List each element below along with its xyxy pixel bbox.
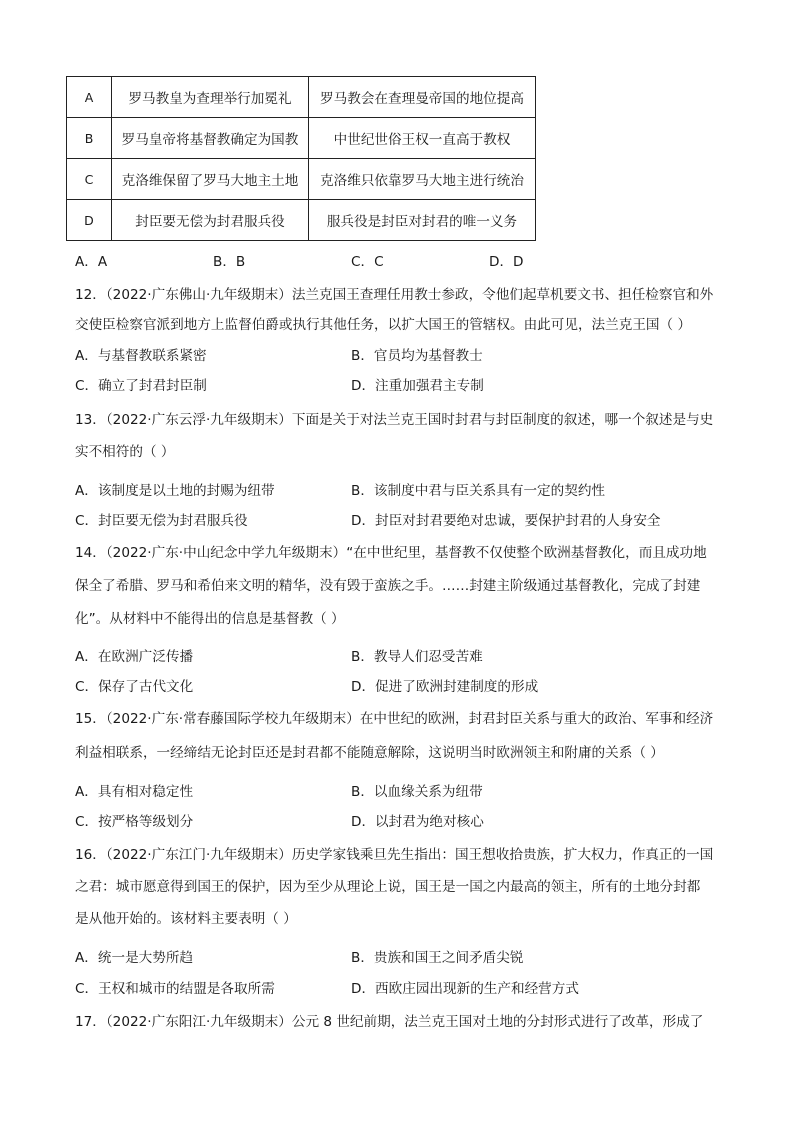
option-d[interactable]: D．封臣对封君要绝对忠诚，要保护封君的人身安全: [351, 513, 661, 529]
question-17-line-1: 17．（2022·广东阳江·九年级期末）公元 8 世纪前期，法兰克王国对土地的分封形式进行了改革，形成了: [75, 1014, 704, 1030]
q12-options-row-2: [75, 376, 725, 396]
option-c[interactable]: C．按严格等级划分: [75, 814, 194, 830]
option-b[interactable]: B．教导人们忍受苦难: [351, 649, 483, 665]
q14-options-row-1: [75, 647, 725, 667]
question-14-line-1: 14．（2022·广东·中山纪念中学九年级期末）“在中世纪里，基督教不仅使整个欧洲基督教化，而且成功地: [75, 545, 707, 561]
table-cell: 克洛维保留了罗马大地主土地: [112, 159, 309, 200]
question-16-line-2: 之君：城市愿意得到国王的保护，因为至少从理论上说，国王是一国之内最高的领主，所有的土地分封都: [75, 879, 701, 895]
option-b[interactable]: B．官员均为基督教士: [351, 348, 483, 364]
row-label: D: [67, 200, 112, 241]
q13-options-row-1: [75, 481, 725, 501]
answer-table: [66, 76, 536, 241]
row-label: B: [67, 118, 112, 159]
question-15-line-1: 15．（2022·广东·常春藤国际学校九年级期末）在中世纪的欧洲，封君封臣关系与重大的政治、军事和经济: [75, 711, 714, 727]
option-c[interactable]: C．封臣要无偿为封君服兵役: [75, 513, 248, 529]
option-a[interactable]: A．在欧洲广泛传播: [75, 649, 194, 665]
q12-options-row-1: [75, 346, 725, 366]
option-c[interactable]: C．王权和城市的结盟是各取所需: [75, 981, 275, 997]
q16-options-row-1: [75, 948, 725, 968]
question-13-line-1: 13．（2022·广东云浮·九年级期末）下面是关于对法兰克王国时封君与封臣制度的叙述，哪一个叙述是与史: [75, 412, 714, 428]
table-cell: 罗马皇帝将基督教确定为国教: [112, 118, 309, 159]
table-row: [67, 200, 536, 241]
row-label: C: [67, 159, 112, 200]
q15-options-row-1: [75, 782, 725, 802]
option-a[interactable]: A．具有相对稳定性: [75, 784, 194, 800]
option-d[interactable]: D．促进了欧洲封建制度的形成: [351, 679, 539, 695]
table-cell: 服兵役是封臣对封君的唯一义务: [309, 200, 536, 241]
table-cell: 罗马教会在查理曼帝国的地位提高: [309, 77, 536, 118]
question-12-line-2: 交使臣检察官派到地方上监督伯爵或执行其他任务，以扩大国王的管辖权。由此可见，法兰克王国（ ）: [75, 317, 692, 333]
q14-options-row-2: [75, 677, 725, 697]
option-c[interactable]: C．C: [351, 254, 384, 270]
option-a[interactable]: A．统一是大势所趋: [75, 950, 194, 966]
option-d[interactable]: D．D: [489, 254, 524, 270]
question-14-line-3: 化”。从材料中不能得出的信息是基督教（ ）: [75, 611, 345, 627]
table-cell: 罗马教皇为查理举行加冕礼: [112, 77, 309, 118]
option-b[interactable]: B．贵族和国王之间矛盾尖锐: [351, 950, 524, 966]
option-c[interactable]: C．保存了古代文化: [75, 679, 194, 695]
question-16-line-1: 16．（2022·广东江门·九年级期末）历史学家钱乘旦先生指出：国王想收拾贵族，扩大权力，作真正的一国: [75, 847, 714, 863]
question-12-line-1: 12．（2022·广东佛山·九年级期末）法兰克国王查理任用教士参政，令他们起草机要文书、担任检察官和外: [75, 287, 714, 303]
option-b[interactable]: B．B: [213, 254, 246, 270]
option-d[interactable]: D．以封君为绝对核心: [351, 814, 484, 830]
table-row: [67, 77, 536, 118]
table-cell: 克洛维只依靠罗马大地主进行统治: [309, 159, 536, 200]
table-row: [67, 159, 536, 200]
option-a[interactable]: A．与基督教联系紧密: [75, 348, 207, 364]
option-a[interactable]: A．A: [75, 254, 108, 270]
q13-options-row-2: [75, 511, 725, 531]
option-b[interactable]: B．以血缘关系为纽带: [351, 784, 483, 800]
question-13-line-2: 实不相符的（ ）: [75, 444, 175, 460]
option-a[interactable]: A．该制度是以土地的封赐为纽带: [75, 483, 275, 499]
table-cell: 封臣要无偿为封君服兵役: [112, 200, 309, 241]
question-15-line-2: 利益相联系，一经缔结无论封臣还是封君都不能随意解除，这说明当时欧洲领主和附庸的关系（ ）: [75, 745, 664, 761]
table-row: [67, 118, 536, 159]
option-d[interactable]: D．注重加强君主专制: [351, 378, 484, 394]
row-label: A: [67, 77, 112, 118]
option-c[interactable]: C．确立了封君封臣制: [75, 378, 207, 394]
q16-options-row-2: [75, 979, 725, 999]
question-16-line-3: 是从他开始的。该材料主要表明（ ）: [75, 911, 297, 927]
q15-options-row-2: [75, 812, 725, 832]
option-b[interactable]: B．该制度中君与臣关系具有一定的契约性: [351, 483, 606, 499]
table-cell: 中世纪世俗王权一直高于教权: [309, 118, 536, 159]
option-d[interactable]: D．西欧庄园出现新的生产和经营方式: [351, 981, 579, 997]
question-14-line-2: 保全了希腊、罗马和希伯来文明的精华，没有毁于蛮族之手。……封建主阶级通过基督教化，完成了封建: [75, 578, 701, 594]
